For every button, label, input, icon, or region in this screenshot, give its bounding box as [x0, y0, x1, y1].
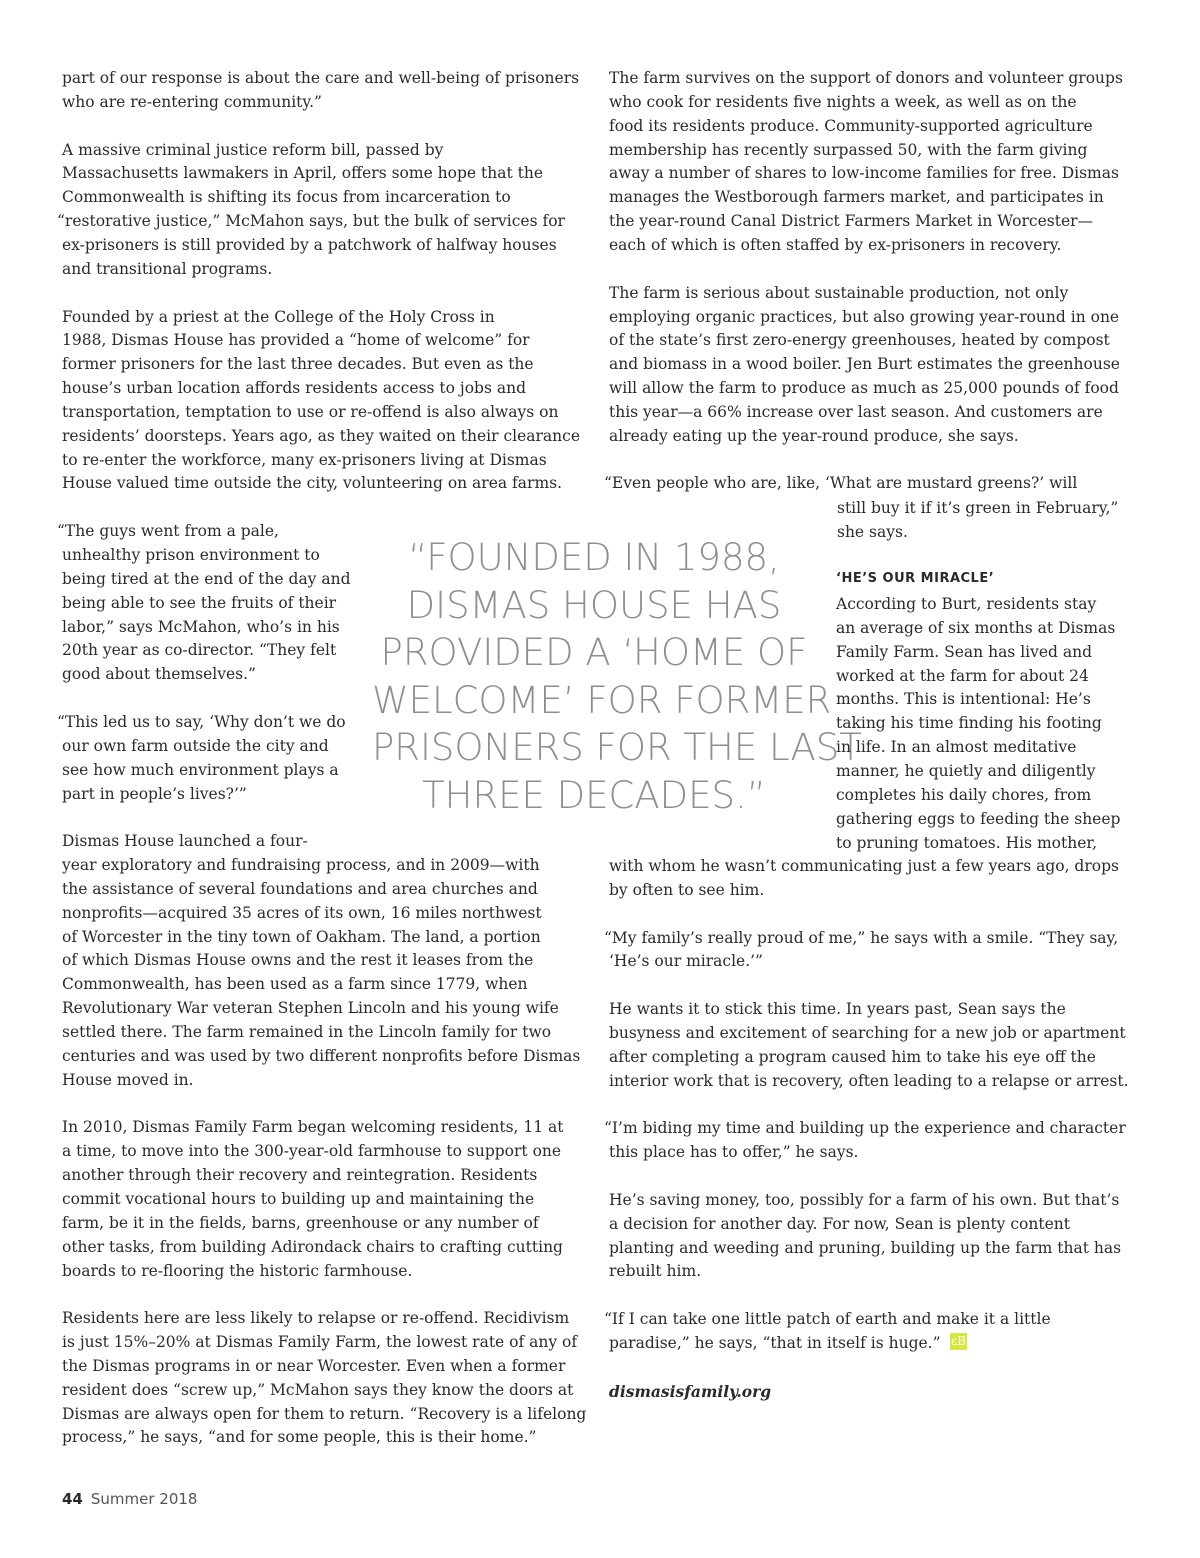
text-line: Massachusetts lawmakers in April, offers some hope that the [62, 164, 544, 183]
text-line: in life. In an almost meditative [836, 738, 1077, 757]
text-line: with whom he wasn’t communicating just a few years ago, drops [609, 857, 1119, 875]
text-line: and transitional programs. [62, 259, 273, 278]
text-line: interior work that is recovery, often leading to a relapse or arrest. [609, 1071, 1129, 1090]
text-line: she says. [837, 522, 908, 541]
text-line: to re-enter the workforce, many ex-prisoners living at Dismas [62, 450, 547, 469]
pull-quote-line: “FOUNDED IN 1988, [408, 536, 780, 579]
text-line: resident does “screw up,” McMahon says they know the doors at [62, 1380, 574, 1399]
text-line: our own farm outside the city and [62, 736, 329, 755]
text-line: the Dismas programs in or near Worcester. Even when a former [62, 1356, 566, 1375]
text-line: this place has to offer,” he says. [609, 1143, 859, 1162]
text-line: the assistance of several foundations and area churches and [62, 879, 538, 898]
text-line: who are re-entering community.” [62, 92, 322, 111]
text-line: house’s urban location affords residents access to jobs and [62, 379, 527, 398]
text-line: residents’ doorsteps. Years ago, as they waited on their clearance [62, 426, 580, 445]
text-line: process,” he says, “and for some people, this is their home.” [62, 1428, 537, 1447]
text-line: is just 15%–20% at Dismas Family Farm, the lowest rate of any of [62, 1333, 578, 1352]
text-line: this year—a 66% increase over last season. And customers are [609, 402, 1103, 421]
text-line: 1988, Dismas House has provided a “home of welcome” for [62, 331, 530, 350]
text-line: “If I can take one little patch of earth and make it a little [604, 1310, 1051, 1329]
text-line: of the state’s first zero-energy greenhouses, heated by compost [609, 331, 1110, 350]
text-line: ‘He’s our miracle.’” [609, 952, 763, 971]
text-line: other tasks, from building Adirondack chairs to crafting cutting [62, 1237, 563, 1256]
text-line: “Even people who are, like, ‘What are mustard greens?’ will [604, 474, 1078, 493]
text-line: already eating up the year-round produce, she says. [609, 426, 1019, 445]
text-line: According to Burt, residents stay [836, 595, 1097, 613]
text-line: of Worcester in the tiny town of Oakham. The land, a portion [62, 927, 541, 946]
text-line: manner, he quietly and diligently [836, 761, 1096, 780]
text-line: settled there. The farm remained in the Lincoln family for two [62, 1023, 552, 1041]
text-line: will allow the farm to produce as much as 25,000 pounds of food [609, 379, 1119, 398]
section-subhead: ‘HE’S OUR MIRACLE’ [836, 571, 995, 586]
text-line: paradise,” he says, “that in itself is huge.” [609, 1334, 941, 1352]
pull-quote-line: PROVIDED A ‘HOME OF [380, 631, 808, 675]
text-line: unhealthy prison environment to [62, 546, 320, 564]
text-line: part in people’s lives?’” [62, 784, 247, 803]
text-line: being tired at the end of the day and [62, 569, 351, 588]
text-line: He wants it to stick this time. In years past, Sean says the [609, 1000, 1066, 1019]
text-line: nonprofits—acquired 35 acres of its own, 16 miles northwest [62, 903, 542, 922]
text-line: boards to re-flooring the historic farmhouse. [62, 1261, 413, 1280]
text-line: House valued time outside the city, volunteering on area farms. [62, 474, 563, 493]
text-line: another through their recovery and reintegration. Residents [62, 1166, 538, 1185]
text-line: farm, be it in the fields, barns, greenhouse or any number of [62, 1213, 539, 1232]
text-line: transportation, temptation to use or re-offend is also always on [62, 402, 559, 421]
text-line: a decision for another day. For now, Sean is plenty content [609, 1214, 1070, 1233]
text-line: membership has recently surpassed 50, with the farm giving [609, 140, 1088, 159]
text-line: Family Farm. Sean has lived and [836, 642, 1093, 661]
end-mark-icon: ɛB [950, 1334, 967, 1348]
text-line: Revolutionary War veteran Stephen Lincoln and his young wife [62, 999, 559, 1018]
text-line: labor,” says McMahon, who’s in his [62, 617, 340, 636]
text-line: “The guys went from a pale, [57, 522, 279, 541]
website-link[interactable]: dismasisfamily.org [609, 1382, 772, 1401]
text-line: commit vocational hours to building up and maintaining the [62, 1189, 535, 1208]
text-line: Residents here are less likely to relapse or re-offend. Recidivism [62, 1309, 570, 1328]
text-line: centuries and was used by two different nonprofits before Dismas [62, 1046, 581, 1065]
text-line: away a number of shares to low-income families for free. Dismas [609, 164, 1119, 183]
text-line: an average of six months at Dismas [836, 618, 1116, 637]
text-line: rebuilt him. [609, 1262, 702, 1281]
text-line: He’s saving money, too, possibly for a farm of his own. But that’s [609, 1190, 1120, 1209]
issue-date: Summer 2018 [90, 1490, 198, 1508]
text-line: “restorative justice,” McMahon says, but the bulk of services for [57, 212, 565, 231]
text-line: former prisoners for the last three decades. But even as the [62, 355, 534, 374]
text-line: House moved in. [62, 1070, 194, 1089]
text-line: being able to see the fruits of their [62, 593, 337, 612]
text-line: part of our response is about the care and well-being of prisoners [62, 69, 580, 87]
text-line: A massive criminal justice reform bill, passed by [62, 140, 444, 159]
page-number: 44 [62, 1490, 83, 1508]
text-line: food its residents produce. Community-supported agriculture [609, 116, 1093, 135]
text-line: “My family’s really proud of me,” he says with a smile. “They say, [604, 928, 1119, 947]
page-footer [62, 1488, 197, 1510]
text-line: taking his time finding his footing [836, 714, 1102, 733]
text-line: months. This is intentional: He’s [836, 690, 1091, 709]
text-line: In 2010, Dismas Family Farm began welcoming residents, 11 at [62, 1118, 564, 1137]
pull-quote-line: WELCOME’ FOR FORMER [372, 678, 832, 722]
text-line: The farm survives on the support of donors and volunteer groups [609, 69, 1123, 87]
text-line: gathering eggs to feeding the sheep [836, 809, 1121, 828]
text-line: see how much environment plays a [62, 760, 339, 779]
text-line: employing organic practices, but also growing year-round in one [609, 307, 1120, 326]
text-line: planting and weeding and pruning, building up the farm that has [609, 1238, 1122, 1257]
pull-quote-line: PRISONERS FOR THE LAST [372, 726, 862, 770]
text-line: who cook for residents five nights a week, as well as on the [609, 92, 1077, 111]
text-line: 20th year as co-director. “They felt [62, 641, 337, 660]
text-line: Dismas are always open for them to return. “Recovery is a lifelong [62, 1404, 587, 1423]
pull-quote-line: THREE DECADES.” [422, 774, 766, 817]
text-line: and biomass in a wood boiler. Jen Burt estimates the greenhouse [609, 355, 1120, 374]
text-line: completes his daily chores, from [836, 785, 1092, 804]
text-line: by often to see him. [609, 880, 765, 899]
text-line: good about themselves.” [62, 665, 256, 684]
text-line: year exploratory and fundraising process, and in 2009—with [62, 856, 540, 875]
text-line: Commonwealth, has been used as a farm since 1779, when [62, 975, 528, 994]
text-line: “This led us to say, ‘Why don’t we do [57, 712, 346, 731]
text-line: after completing a program caused him to take his eye off the [609, 1047, 1096, 1066]
text-line: a time, to move into the 300-year-old farmhouse to support one [62, 1142, 562, 1161]
text-line: still buy it if it’s green in February,” [837, 499, 1119, 517]
text-line: Founded by a priest at the College of the Holy Cross in [62, 307, 495, 326]
text-line: ex-prisoners is still provided by a patchwork of halfway houses [62, 235, 557, 254]
text-line: the year-round Canal District Farmers Market in Worcester— [609, 212, 1094, 231]
text-line: worked at the farm for about 24 [836, 666, 1089, 685]
text-line: to pruning tomatoes. His mother, [836, 833, 1098, 852]
text-line: manages the Westborough farmers market, and participates in [609, 188, 1104, 207]
text-line: The farm is serious about sustainable production, not only [609, 283, 1069, 302]
text-line: busyness and excitement of searching for a new job or apartment [609, 1023, 1126, 1042]
text-line: “I’m biding my time and building up the experience and character [604, 1119, 1126, 1138]
text-line: Commonwealth is shifting its focus from incarceration to [62, 188, 511, 207]
text-line: each of which is often staffed by ex-prisoners in recovery. [609, 235, 1062, 254]
pull-quote-line: DISMAS HOUSE HAS [406, 583, 782, 627]
text-line: of which Dismas House owns and the rest it leases from the [62, 951, 534, 970]
text-line: Dismas House launched a four- [62, 832, 308, 851]
